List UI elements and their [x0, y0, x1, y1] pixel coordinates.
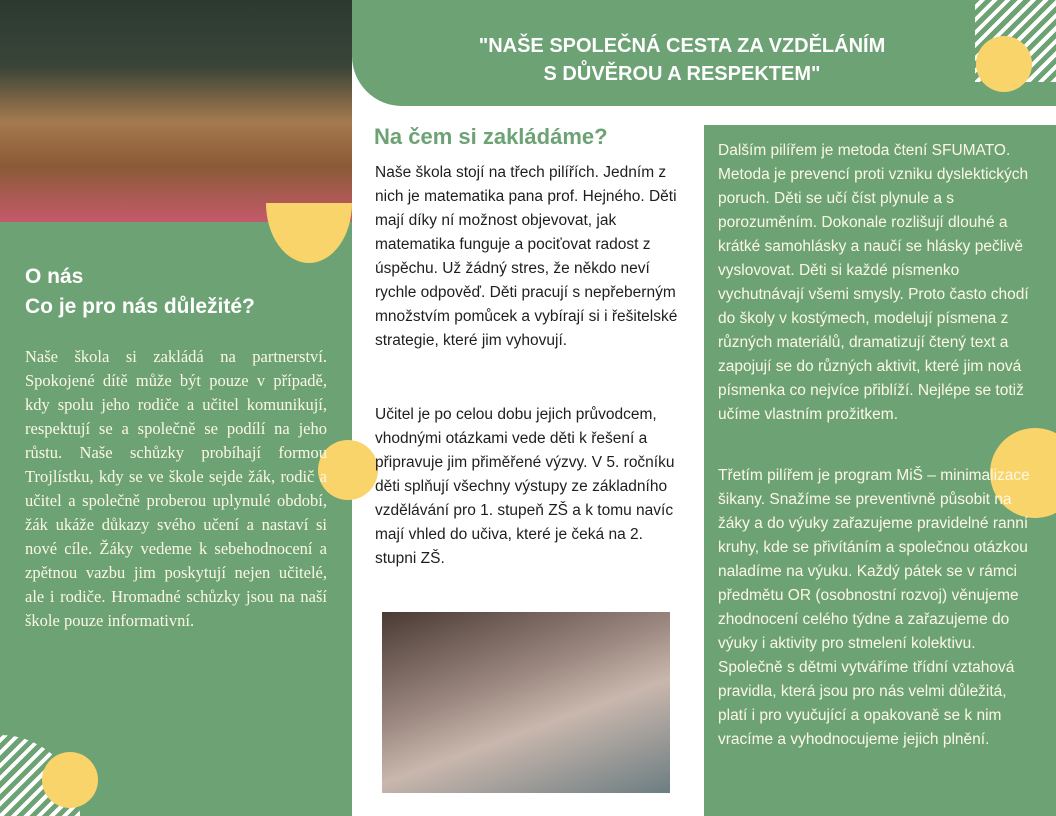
right-paragraph-2: Třetím pilířem je program MiŠ – minimalizace šikany. Snažíme se preventivně působit na žáky a do výuky zařazujeme pravidelné ranní kruhy, kde se přivítáním a společnou otázkou naladíme na výuku. Každý pátek se v rámci předmětu OR (osobnostní rozvoj) věnujeme zhodnocení celého týdne a zařazujeme do výuky i aktivity pro stmelení kolektivu. Společně s dětmi vytváříme třídní vztahová pravidla, která jsou pro nás velmi důležitá, platí i pro vyučující a opakovaně se k nim vracíme a vyhodnocujeme jejich plnění.: [718, 467, 1030, 748]
photo-children-in-costumes: [0, 0, 352, 222]
right-paragraph-1: Dalším pilířem je metoda čtení SFUMATO. Metoda je prevencí proti vzniku dyslektických poruch. Děti se učí číst plynule a s porozuměním. Dokonale rozlišují dlouhé a krátké samohlásky a naučí se hlásky pečlivě vyslovovat. Děti si každé písmenko vychutnávají všemi smysly. Proto často chodí do školy v kostýmech, modelují písmena z různých materiálů, dramatizují čtený text a zapojují se do různých aktivit, které jim nová písmenka co nejvíce přiblíží. Nejlépe se totiž učíme vlastním prožitkem.: [718, 142, 1029, 423]
middle-paragraph-2: Učitel je po celou dobu jejich průvodcem, vhodnými otázkami vede děti k řešení a připravuje jim přiměřené výzvy. V 5. ročníku děti splňují všechny výstupy ze základního vzdělávání pro 1. stupeň ZŠ a k tomu navíc mají vhled do učiva, které je čeká na 2. stupni ZŠ.: [375, 406, 675, 567]
left-paragraph: Naše škola si zakládá na partnerství. Spokojené dítě může být pouze v případě, kdy spolu jeho rodiče a učitel komunikují, respektují se a společně se podílí na jeho růstu. Naše schůzky probíhají formou Trojlístku, kdy se ve škole sejde žák, rodič a učitel a společně proberou uplynulé období, žák ukáže důkazy svého učení a nastaví si nové cíle. Žáky vedeme k sebehodnocení a zpětnou vazbu jim poskytují nejen učitelé, ale i rodiče. Hromadné schůzky jsou na naší škole pouze informativní.: [25, 347, 327, 630]
heading-line: Co je pro nás důležité?: [25, 295, 255, 318]
title-line: S DŮVĚROU A RESPEKTEM": [543, 63, 821, 85]
page-title: [352, 32, 972, 88]
middle-paragraph-1: Naše škola stojí na třech pilířích. Jedním z nich je matematika pana prof. Hejného. Děti mají díky ní možnost objevovat, jak matematika funguje a pociťovat radost z úspěchu. Už žádný stres, že někdo neví rychle odpověď. Děti pracují s nepřeberným množstvím pomůcek a vybírají si i řešitelské strategie, které jim vyhovují.: [375, 164, 678, 349]
middle-heading: Na čem si zakládáme?: [374, 124, 608, 149]
decorative-circle: [42, 752, 98, 808]
decorative-circle: [976, 36, 1032, 92]
heading-line: O nás: [25, 265, 84, 288]
left-heading: [25, 262, 255, 322]
decorative-circle: [318, 440, 378, 500]
title-line: "NAŠE SPOLEČNÁ CESTA ZA VZDĚLÁNÍM: [478, 35, 886, 57]
photo-children-playing: [382, 612, 670, 793]
